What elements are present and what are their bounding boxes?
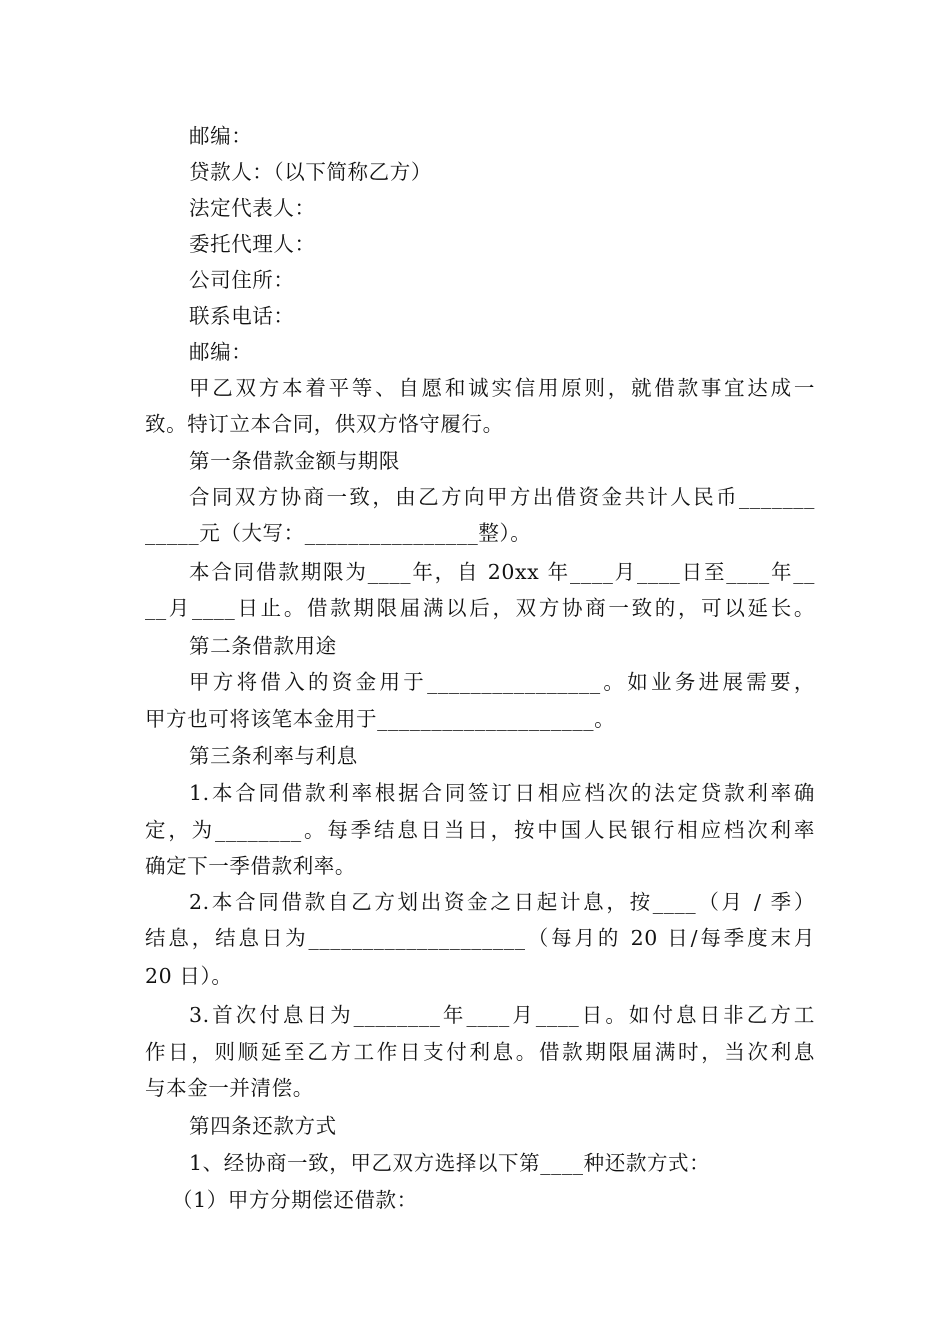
article-3-item-2-line-3: 20 日）。 xyxy=(145,964,233,988)
legal-representative-label: 法定代表人： xyxy=(189,196,316,220)
preamble-line-2: 致。特订立本合同，供双方恪守履行。 xyxy=(145,412,504,436)
article-1-heading: 第一条借款金额与期限 xyxy=(189,449,400,473)
article-4-heading: 第四条还款方式 xyxy=(189,1114,337,1138)
article-4-option-1: （1）甲方分期偿还借款： xyxy=(172,1188,418,1212)
article-3-item-1-line-1: 1.本合同借款利率根据合同签订日相应档次的法定贷款利率确 xyxy=(189,781,815,805)
authorized-agent-label: 委托代理人： xyxy=(189,232,316,256)
article-3-item-1-line-3: 确定下一季借款利率。 xyxy=(145,854,356,878)
article-3-item-2-line-2: 结息，结息日为____________________（每月的 20 日/每季度末月 xyxy=(145,926,815,950)
lender-label: 贷款人：（以下简称乙方） xyxy=(189,160,432,184)
article-3-item-2-line-1: 2.本合同借款自乙方划出资金之日起计息，按____（月 / 季） xyxy=(189,890,815,914)
article-1-para-2-line-2: __月____日止。借款期限届满以后，双方协商一致的，可以延长。 xyxy=(145,596,815,620)
postcode-label-2: 邮编： xyxy=(189,340,253,364)
article-2-para-line-2: 甲方也可将该笔本金用于____________________。 xyxy=(145,707,616,731)
article-2-heading: 第二条借款用途 xyxy=(189,634,337,658)
article-3-item-3-line-1: 3.首次付息日为________年____月____日。如付息日非乙方工 xyxy=(189,1003,815,1027)
article-3-item-1-line-2: 定，为________。每季结息日当日，按中国人民银行相应档次利率 xyxy=(145,818,815,842)
preamble-line-1: 甲乙双方本着平等、自愿和诚实信用原则，就借款事宜达成一 xyxy=(189,376,815,400)
article-3-heading: 第三条利率与利息 xyxy=(189,744,358,768)
phone-label: 联系电话： xyxy=(189,304,295,328)
article-1-para-1-line-2: _____元（大写：________________整）。 xyxy=(145,521,532,545)
article-1-para-1-line-1: 合同双方协商一致，由乙方向甲方出借资金共计人民币_______ xyxy=(189,485,815,509)
article-1-para-2-line-1: 本合同借款期限为____年，自 20xx 年____月____日至____年__ xyxy=(189,560,815,584)
postcode-label-1: 邮编： xyxy=(189,124,253,148)
company-address-label: 公司住所： xyxy=(189,268,295,292)
article-4-item-1: 1、经协商一致，甲乙双方选择以下第____种还款方式： xyxy=(189,1151,711,1175)
article-3-item-3-line-3: 与本金一并清偿。 xyxy=(145,1076,314,1100)
article-3-item-3-line-2: 作日，则顺延至乙方工作日支付利息。借款期限届满时，当次利息 xyxy=(145,1040,815,1064)
article-2-para-line-1: 甲方将借入的资金用于________________。如业务进展需要， xyxy=(189,670,815,694)
